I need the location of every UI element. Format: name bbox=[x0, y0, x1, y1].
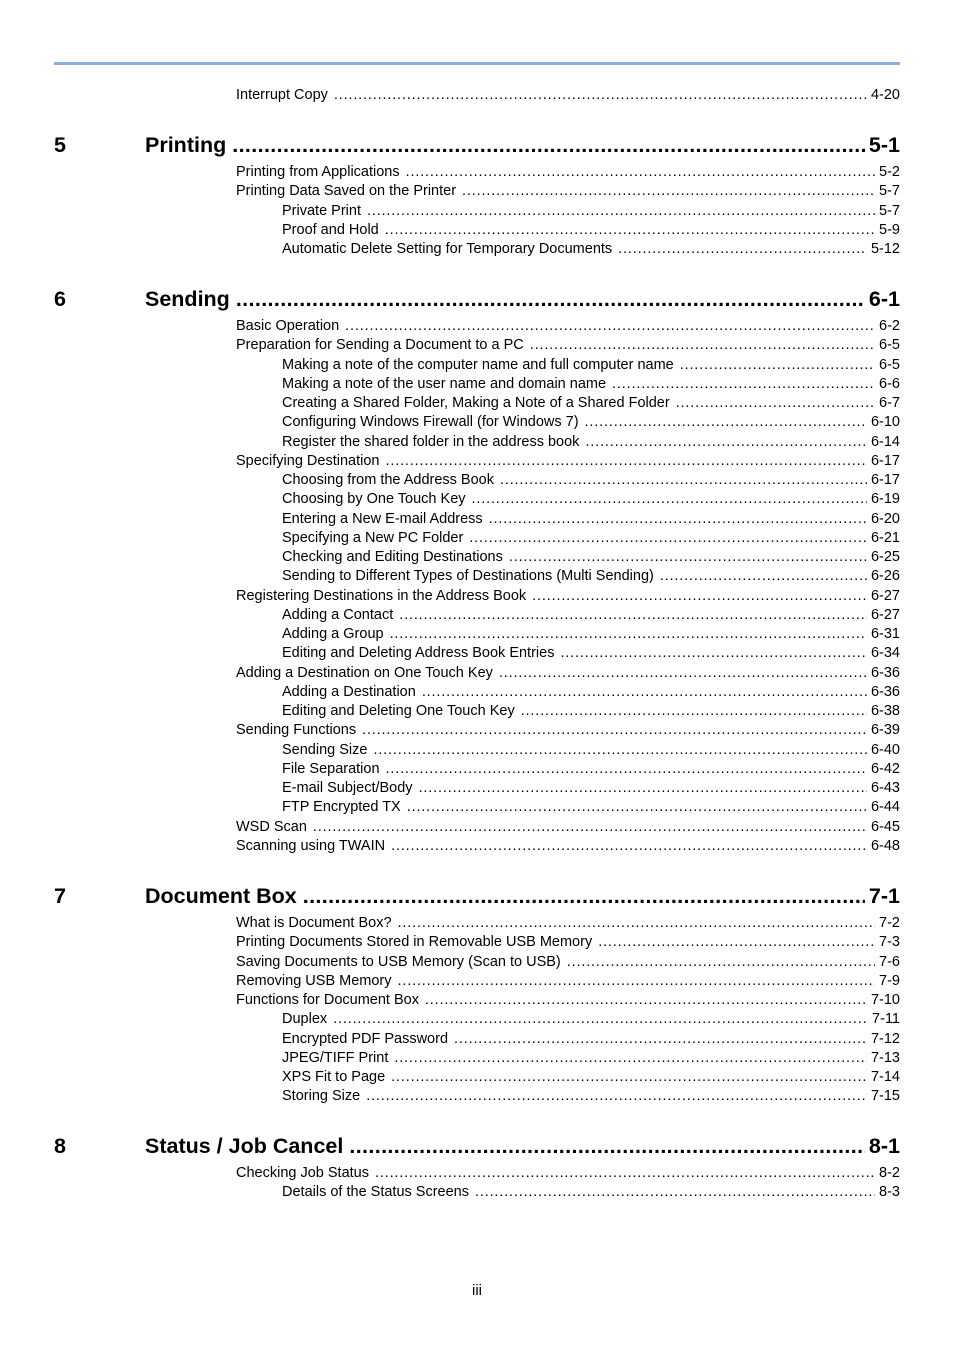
toc-entry-page: 8-3 bbox=[879, 1184, 900, 1201]
toc-entry-title: Printing from Applications bbox=[236, 164, 400, 180]
toc-entry[interactable] bbox=[236, 182, 900, 201]
toc-entry-page: 6-36 bbox=[870, 683, 900, 700]
dot-leader bbox=[521, 702, 867, 721]
toc-entry[interactable] bbox=[282, 1030, 900, 1049]
dot-leader bbox=[236, 285, 865, 313]
toc-entry-title: Scanning using TWAIN bbox=[236, 837, 386, 854]
chapter-title: Sending bbox=[145, 287, 230, 311]
toc-entry[interactable] bbox=[282, 798, 900, 817]
dot-leader bbox=[422, 683, 867, 702]
dot-leader bbox=[366, 1087, 867, 1106]
chapter-page: 6-1 bbox=[868, 287, 900, 311]
dot-leader bbox=[385, 452, 866, 471]
dot-leader bbox=[333, 1010, 868, 1029]
toc-entry-title: E-mail Subject/Body bbox=[282, 780, 413, 796]
toc-entry-page: 7-9 bbox=[879, 972, 900, 989]
toc-entry[interactable] bbox=[282, 394, 900, 413]
toc-entry[interactable] bbox=[236, 317, 900, 336]
dot-leader bbox=[313, 818, 867, 837]
toc-entry-page: 6-2 bbox=[879, 318, 900, 334]
dot-leader bbox=[532, 587, 867, 606]
dot-leader bbox=[419, 779, 867, 798]
toc-entry-page: 7-12 bbox=[870, 1030, 900, 1047]
toc-entry-title: Printing Data Saved on the Printer bbox=[236, 183, 457, 200]
toc-entry-page: 6-17 bbox=[870, 472, 900, 488]
dot-leader bbox=[499, 664, 867, 683]
toc-entry[interactable] bbox=[236, 587, 900, 606]
dot-leader bbox=[462, 182, 875, 201]
toc-entry-title: Sending Size bbox=[282, 741, 368, 758]
toc-entry[interactable] bbox=[282, 625, 900, 644]
dot-leader bbox=[386, 760, 867, 779]
toc-entry-title: Encrypted PDF Password bbox=[282, 1030, 449, 1047]
toc-entry[interactable] bbox=[282, 1087, 900, 1106]
chapter-page: 8-1 bbox=[868, 1134, 900, 1158]
toc-entry-page: 6-21 bbox=[870, 529, 900, 546]
toc-entry[interactable] bbox=[282, 202, 900, 221]
toc-entry-page: 6-44 bbox=[870, 799, 900, 816]
dot-leader bbox=[680, 356, 875, 375]
toc-entry-page: 7-2 bbox=[879, 915, 900, 931]
toc-entry-title: Checking and Editing Destinations bbox=[282, 549, 503, 565]
dot-leader bbox=[391, 837, 867, 856]
toc-entry[interactable] bbox=[236, 86, 900, 105]
toc-entry-title: Adding a Destination bbox=[282, 683, 416, 700]
toc-entry-page: 7-6 bbox=[879, 953, 900, 970]
toc-entry-title: XPS Fit to Page bbox=[282, 1069, 386, 1085]
toc-entry-page: 6-42 bbox=[870, 760, 900, 777]
toc-entry-title: Sending Functions bbox=[236, 722, 357, 739]
dot-leader bbox=[391, 1068, 867, 1087]
toc-entry-title: FTP Encrypted TX bbox=[282, 799, 401, 816]
toc-entry-title: Removing USB Memory bbox=[236, 972, 392, 989]
chapter-number: 6 bbox=[54, 287, 66, 311]
toc-entry-page: 6-38 bbox=[870, 703, 900, 719]
toc-entry-page: 6-43 bbox=[870, 780, 900, 796]
chapter-heading[interactable] bbox=[54, 131, 900, 159]
toc-entry-page: 7-13 bbox=[870, 1049, 900, 1066]
toc-entry-title: Details of the Status Screens bbox=[282, 1184, 469, 1201]
toc-entry[interactable] bbox=[282, 760, 900, 779]
dot-leader bbox=[598, 933, 875, 952]
toc-entry-title: JPEG/TIFF Print bbox=[282, 1049, 389, 1066]
toc-entry-title: Printing Documents Stored in Removable USB Memory bbox=[236, 934, 593, 951]
toc-entry[interactable] bbox=[236, 837, 900, 856]
dot-leader bbox=[509, 548, 867, 567]
chapter-number: 8 bbox=[54, 1134, 66, 1158]
dot-leader bbox=[398, 972, 876, 991]
dot-leader bbox=[334, 86, 867, 105]
toc-entry-page: 6-7 bbox=[879, 395, 900, 411]
toc-entry-page: 5-9 bbox=[879, 221, 900, 238]
toc-entry[interactable] bbox=[282, 1049, 900, 1068]
toc-entry-title: Editing and Deleting One Touch Key bbox=[282, 703, 515, 719]
toc-entry-page: 7-15 bbox=[870, 1088, 900, 1105]
toc-entry-page: 6-48 bbox=[870, 837, 900, 854]
dot-leader bbox=[390, 625, 867, 644]
header-rule bbox=[54, 62, 900, 65]
dot-leader bbox=[454, 1030, 867, 1049]
toc-entry[interactable] bbox=[282, 567, 900, 586]
toc-entry[interactable] bbox=[282, 221, 900, 240]
toc-entry-title: Creating a Shared Folder, Making a Note of a Shared Folder bbox=[282, 395, 670, 411]
toc-entry[interactable] bbox=[236, 933, 900, 952]
dot-leader bbox=[232, 131, 865, 159]
dot-leader bbox=[660, 567, 867, 586]
toc-entry-title: Basic Operation bbox=[236, 318, 340, 334]
toc-entry-title: Making a note of the computer name and full computer name bbox=[282, 356, 674, 373]
dot-leader bbox=[567, 953, 875, 972]
toc-entry[interactable] bbox=[282, 606, 900, 625]
dot-leader bbox=[489, 510, 867, 529]
toc-entry-page: 5-2 bbox=[879, 164, 900, 180]
dot-leader bbox=[560, 644, 867, 663]
toc-entry[interactable] bbox=[236, 721, 900, 740]
dot-leader bbox=[676, 394, 875, 413]
toc-entry-title: WSD Scan bbox=[236, 818, 307, 835]
toc-entry-title: Saving Documents to USB Memory (Scan to USB) bbox=[236, 953, 561, 970]
dot-leader bbox=[585, 433, 867, 452]
toc-entry-page: 7-11 bbox=[872, 1011, 900, 1028]
toc-entry-page: 6-5 bbox=[879, 356, 900, 373]
toc-entry[interactable] bbox=[282, 683, 900, 702]
toc-entry-title: Duplex bbox=[282, 1011, 328, 1028]
toc-entry-title: Choosing by One Touch Key bbox=[282, 491, 466, 508]
toc-entry-page: 5-12 bbox=[870, 241, 900, 257]
dot-leader bbox=[303, 882, 865, 910]
toc-entry[interactable] bbox=[282, 375, 900, 394]
dot-leader bbox=[500, 471, 867, 490]
toc-entry-page: 6-34 bbox=[870, 645, 900, 662]
toc-entry-page: 6-26 bbox=[870, 568, 900, 585]
toc-entry[interactable] bbox=[282, 702, 900, 721]
toc-entry-title: Private Print bbox=[282, 202, 361, 219]
toc-entry-page: 6-6 bbox=[879, 375, 900, 392]
chapter-heading[interactable] bbox=[54, 882, 900, 910]
dot-leader bbox=[345, 317, 875, 336]
chapter-title: Printing bbox=[145, 133, 227, 157]
toc-entry[interactable] bbox=[282, 1068, 900, 1087]
toc-entry-title: Sending to Different Types of Destinations (Multi Sending) bbox=[282, 568, 654, 585]
chapter-number: 7 bbox=[54, 884, 66, 908]
toc-entry-title: Register the shared folder in the address book bbox=[282, 433, 580, 450]
toc-entry[interactable] bbox=[282, 510, 900, 529]
toc-entry[interactable] bbox=[236, 914, 900, 933]
toc-entry-title: Functions for Document Box bbox=[236, 992, 419, 1008]
toc-entry-page: 6-27 bbox=[870, 606, 900, 623]
toc-entry-page: 7-10 bbox=[870, 992, 900, 1008]
chapter-page: 5-1 bbox=[868, 133, 900, 157]
toc-entry-page: 6-20 bbox=[870, 510, 900, 527]
toc-entry-page: 6-17 bbox=[870, 452, 900, 469]
toc-entry-title: Checking Job Status bbox=[236, 1165, 369, 1181]
dot-leader bbox=[349, 1132, 865, 1160]
toc-entry[interactable] bbox=[236, 972, 900, 991]
toc-entry-page: 6-10 bbox=[870, 414, 900, 431]
toc-entry[interactable] bbox=[236, 452, 900, 471]
toc-entry-title: File Separation bbox=[282, 760, 380, 777]
dot-leader bbox=[373, 741, 867, 760]
toc-entry[interactable] bbox=[236, 991, 900, 1010]
chapter-title: Status / Job Cancel bbox=[145, 1134, 344, 1158]
toc-entry[interactable] bbox=[282, 779, 900, 798]
toc-entry-title: Configuring Windows Firewall (for Windows 7) bbox=[282, 414, 579, 431]
dot-leader bbox=[530, 336, 875, 355]
chapter-heading[interactable] bbox=[54, 1132, 900, 1160]
toc-entry[interactable] bbox=[282, 240, 900, 259]
dot-leader bbox=[618, 240, 867, 259]
toc-entry-title: Entering a New E-mail Address bbox=[282, 510, 483, 527]
page-number: iii bbox=[472, 1282, 482, 1299]
toc-entry[interactable] bbox=[282, 529, 900, 548]
toc-entry-page: 6-14 bbox=[870, 433, 900, 450]
toc-entry-page: 6-25 bbox=[870, 549, 900, 565]
toc-entry-title: Specifying Destination bbox=[236, 452, 380, 469]
toc-entry[interactable] bbox=[282, 548, 900, 567]
toc-entry-title: Editing and Deleting Address Book Entries bbox=[282, 645, 555, 662]
toc-entry-title: Proof and Hold bbox=[282, 221, 379, 238]
toc-entry-page: 7-3 bbox=[879, 934, 900, 951]
dot-leader bbox=[585, 413, 867, 432]
toc-entry-page: 4-20 bbox=[870, 87, 900, 103]
toc-entry-page: 7-14 bbox=[870, 1069, 900, 1085]
toc-entry[interactable] bbox=[236, 163, 900, 182]
toc-entry[interactable] bbox=[282, 356, 900, 375]
toc-entry-page: 5-7 bbox=[879, 183, 900, 200]
toc-entry[interactable] bbox=[282, 413, 900, 432]
dot-leader bbox=[475, 1183, 875, 1202]
toc-entry-title: Adding a Group bbox=[282, 626, 384, 642]
toc-entry[interactable] bbox=[236, 818, 900, 837]
toc-entry-title: Adding a Destination on One Touch Key bbox=[236, 664, 493, 681]
dot-leader bbox=[407, 798, 867, 817]
toc-entry[interactable] bbox=[282, 1183, 900, 1202]
toc-entry-title: Specifying a New PC Folder bbox=[282, 529, 464, 546]
toc-entry-page: 6-36 bbox=[870, 664, 900, 681]
dot-leader bbox=[406, 163, 875, 182]
toc-entry-title: Making a note of the user name and domain name bbox=[282, 375, 607, 392]
toc-entry[interactable] bbox=[236, 664, 900, 683]
dot-leader bbox=[375, 1164, 875, 1183]
toc-entry-title: What is Document Box? bbox=[236, 915, 392, 931]
dot-leader bbox=[469, 529, 867, 548]
dot-leader bbox=[398, 914, 875, 933]
toc-entry[interactable] bbox=[236, 1164, 900, 1183]
chapter-page: 7-1 bbox=[868, 884, 900, 908]
toc-entry-page: 5-7 bbox=[879, 202, 900, 219]
toc-entry-page: 6-40 bbox=[870, 741, 900, 758]
toc-entry-title: Adding a Contact bbox=[282, 606, 394, 623]
toc-entry-page: 6-31 bbox=[870, 626, 900, 642]
dot-leader bbox=[612, 375, 875, 394]
toc-entry-title: Choosing from the Address Book bbox=[282, 472, 494, 488]
toc-entry[interactable] bbox=[282, 644, 900, 663]
toc-entry[interactable] bbox=[236, 953, 900, 972]
toc-entry[interactable] bbox=[282, 433, 900, 452]
toc-entry-title: Registering Destinations in the Address Book bbox=[236, 587, 527, 604]
dot-leader bbox=[425, 991, 867, 1010]
toc-entry-page: 8-2 bbox=[879, 1165, 900, 1181]
toc-entry-page: 6-39 bbox=[870, 722, 900, 739]
toc-entry-page: 6-45 bbox=[870, 818, 900, 835]
dot-leader bbox=[394, 1049, 867, 1068]
chapter-number: 5 bbox=[54, 133, 66, 157]
chapter-heading[interactable] bbox=[54, 285, 900, 313]
dot-leader bbox=[362, 721, 867, 740]
toc-entry-page: 6-19 bbox=[870, 491, 900, 508]
toc-entry-title: Interrupt Copy bbox=[236, 87, 328, 103]
dot-leader bbox=[399, 606, 867, 625]
dot-leader bbox=[385, 221, 875, 240]
toc-entry-title: Storing Size bbox=[282, 1088, 361, 1105]
dot-leader bbox=[367, 202, 875, 221]
toc-entry-page: 6-5 bbox=[879, 337, 900, 354]
toc-entry-page: 6-27 bbox=[870, 587, 900, 604]
toc-entry-title: Automatic Delete Setting for Temporary Documents bbox=[282, 241, 613, 257]
toc-entry[interactable] bbox=[282, 490, 900, 509]
toc-entry[interactable] bbox=[282, 741, 900, 760]
dot-leader bbox=[472, 490, 867, 509]
chapter-title: Document Box bbox=[145, 884, 297, 908]
toc-entry[interactable] bbox=[282, 471, 900, 490]
toc-entry-title: Preparation for Sending a Document to a PC bbox=[236, 337, 524, 354]
toc-entry[interactable] bbox=[282, 1010, 900, 1029]
toc-entry[interactable] bbox=[236, 336, 900, 355]
